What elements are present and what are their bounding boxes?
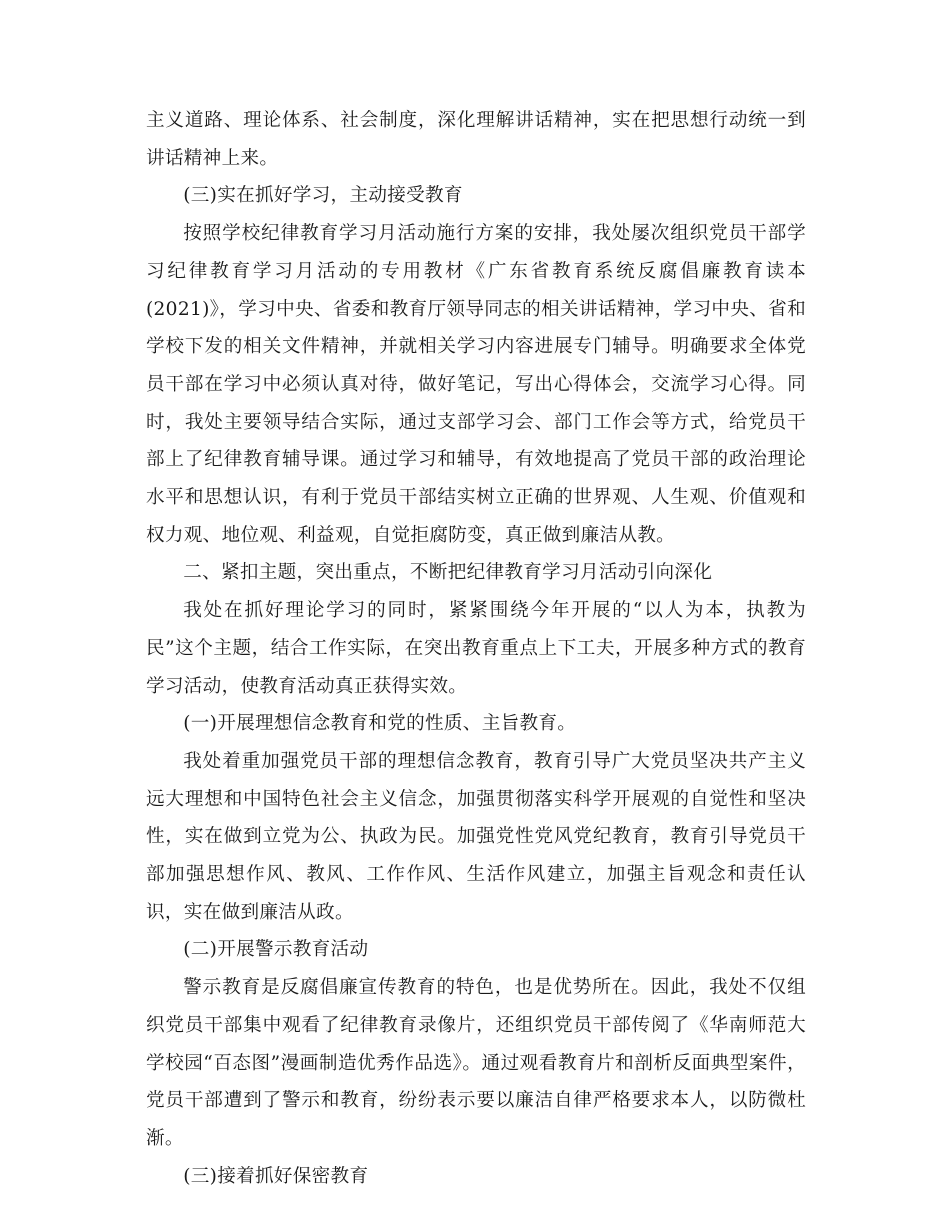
- section-heading-theme: 二、紧扣主题，突出重点，不断把纪律教育学习月活动引向深化: [183, 562, 713, 584]
- body-paragraph-ideals: 我处着重加强党员干部的理想信念教育，教育引导广大党员坚决共产主义远大理想和中国特色社会主义信念，加强贯彻落实科学开展观的自觉性和坚决性，实在做到立党为公、执政为民。加强党性党风党纪教育，教育引导党员干部加强思想作风、教风、工作作风、生活作风建立，加强主旨观念和责任认识，实在做到廉洁从政。: [146, 750, 806, 923]
- body-paragraph-continuation: 主义道路、理论体系、社会制度，深化理解讲话精神，实在把思想行动统一到讲话精神上来。: [146, 110, 806, 169]
- body-paragraph-theme: 我处在抓好理论学习的同时，紧紧围绕今年开展的“以人为本，执教为民”这个主题，结合工作实际，在突出教育重点上下工夫，开展多种方式的教育学习活动，使教育活动真正获得实效。: [146, 600, 806, 697]
- document-body: [146, 102, 806, 1195]
- body-paragraph-warning: 警示教育是反腐倡廉宣传教育的特色，也是优势所在。因此，我处不仅组织党员干部集中观看了纪律教育录像片，还组织党员干部传阅了《华南师范大学校园“百态图”漫画制造优秀作品选》。通过观看教育片和剖析反面典型案件，党员干部遭到了警示和教育，纷纷表示要以廉洁自律严格要求本人，以防微杜渐。: [146, 977, 806, 1149]
- body-paragraph-study: 按照学校纪律教育学习月活动施行方案的安排，我处屡次组织党员干部学习纪律教育学习月活动的专用教材《广东省教育系统反腐倡廉教育读本(2021)》，学习中央、省委和教育厅领导同志的相关讲话精神，学习中央、省和学校下发的相关文件精神，并就相关学习内容进展专门辅导。明确要求全体党员干部在学习中必须认真对待，做好笔记，写出心得体会，交流学习心得。同时，我处主要领导结合实际，通过支部学习会、部门工作会等方式，给党员干部上了纪律教育辅导课。通过学习和辅导，有效地提高了党员干部的政治理论水平和思想认识，有利于党员干部结实树立正确的世界观、人生观、价值观和权力观、地位观、利益观，自觉拒腐防变，真正做到廉洁从教。: [146, 223, 806, 546]
- section-heading-warning: (二)开展警示教育活动: [183, 939, 369, 961]
- section-heading-ideals: (一)开展理想信念教育和党的性质、主旨教育。: [183, 713, 577, 735]
- section-heading-study: (三)实在抓好学习，主动接受教育: [183, 185, 463, 207]
- section-heading-secrecy: (三)接着抓好保密教育: [183, 1165, 369, 1187]
